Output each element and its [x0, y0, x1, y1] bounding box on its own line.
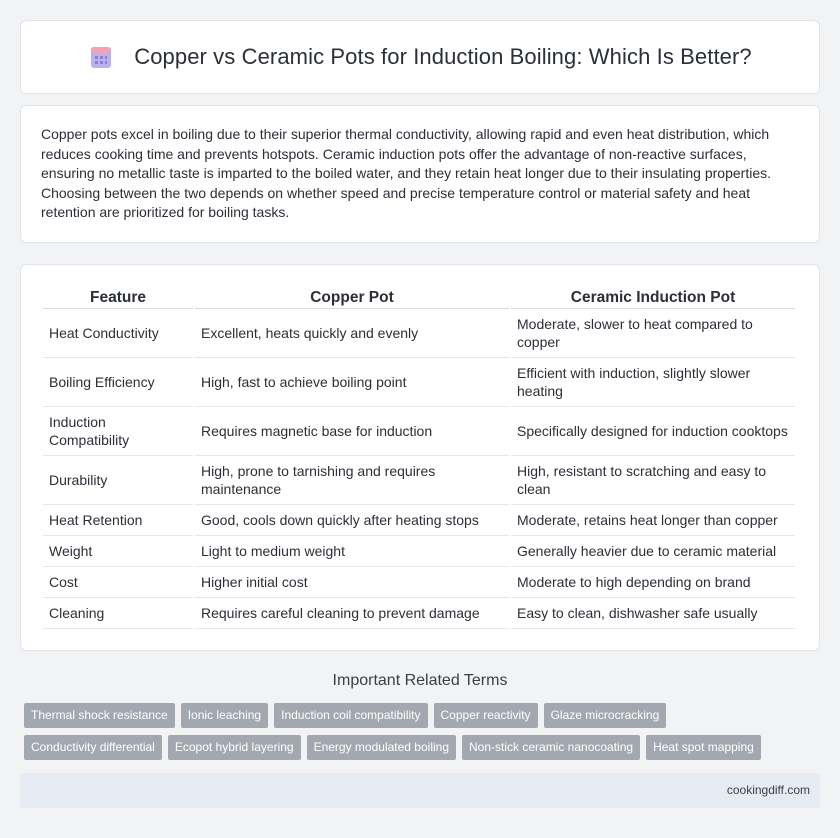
table-cell: Moderate to high depending on brand	[511, 567, 795, 598]
table-cell: Specifically designed for induction cooktops	[511, 407, 795, 456]
related-terms-section	[0, 672, 840, 690]
table-cell: High, resistant to scratching and easy to clean	[511, 456, 795, 505]
table-cell: Higher initial cost	[195, 567, 509, 598]
table-cell: Boiling Efficiency	[43, 358, 193, 407]
tag-list-row-2	[24, 735, 824, 767]
building-icon	[88, 44, 114, 70]
header-feature: Feature	[43, 285, 193, 309]
related-terms-title: Important Related Terms	[332, 672, 508, 689]
header-ceramic-pot: Ceramic Induction Pot	[511, 285, 795, 309]
table-cell: Easy to clean, dishwasher safe usually	[511, 598, 795, 629]
table-cell: High, fast to achieve boiling point	[195, 358, 509, 407]
table-cell: Cost	[43, 567, 193, 598]
tag[interactable]: Thermal shock resistance	[24, 703, 175, 728]
tag[interactable]: Induction coil compatibility	[274, 703, 427, 728]
tag[interactable]: Conductivity differential	[24, 735, 162, 760]
table-cell: Moderate, slower to heat compared to copper	[511, 309, 795, 358]
table-cell: Induction Compatibility	[43, 407, 193, 456]
page-title: Copper vs Ceramic Pots for Induction Boiling: Which Is Better?	[134, 44, 752, 69]
tag[interactable]: Energy modulated boiling	[307, 735, 456, 760]
title-card	[20, 20, 820, 94]
table-cell: Cleaning	[43, 598, 193, 629]
tag[interactable]: Ionic leaching	[181, 703, 268, 728]
table-cell: Efficient with induction, slightly slower heating	[511, 358, 795, 407]
table-cell: High, prone to tarnishing and requires maintenance	[195, 456, 509, 505]
table-cell: Requires magnetic base for induction	[195, 407, 509, 456]
table-cell: Moderate, retains heat longer than copper	[511, 505, 795, 536]
table-cell: Generally heavier due to ceramic material	[511, 536, 795, 567]
table-row	[43, 309, 795, 358]
header-copper-pot: Copper Pot	[195, 285, 509, 309]
table-row	[43, 505, 795, 536]
tag[interactable]: Heat spot mapping	[646, 735, 761, 760]
footer-site-link[interactable]: cookingdiff.com	[726, 783, 810, 797]
table-cell: Excellent, heats quickly and evenly	[195, 309, 509, 358]
table-cell: Heat Conductivity	[43, 309, 193, 358]
tag[interactable]: Copper reactivity	[434, 703, 538, 728]
table-row	[43, 407, 795, 456]
footer	[20, 773, 820, 808]
table-cell: Light to medium weight	[195, 536, 509, 567]
table-cell: Requires careful cleaning to prevent damage	[195, 598, 509, 629]
intro-card	[20, 105, 820, 243]
comparison-table-card	[20, 264, 820, 651]
tag[interactable]: Non-stick ceramic nanocoating	[462, 735, 640, 760]
table-header-row	[43, 285, 795, 309]
table-cell: Good, cools down quickly after heating stops	[195, 505, 509, 536]
table-row	[43, 358, 795, 407]
tag[interactable]: Ecopot hybrid layering	[168, 735, 301, 760]
intro-paragraph: Copper pots excel in boiling due to their superior thermal conductivity, allowing rapid and even heat distribution, which reduces cooking time and prevents hotspots. Ceramic induction pots offer the advantage of non-reactive surfaces, ensuring no metallic taste is imparted to the boiled water, and they retain heat longer due to their insulating properties. Choosing between the two depends on whether speed and precise temperature control or material safety and heat retention are prioritized for boiling tasks.	[41, 126, 771, 221]
table-row	[43, 456, 795, 505]
table-cell: Heat Retention	[43, 505, 193, 536]
table-cell: Weight	[43, 536, 193, 567]
tag-list-row-1	[24, 703, 824, 735]
tag[interactable]: Glaze microcracking	[544, 703, 667, 728]
table-row	[43, 567, 795, 598]
table-row	[43, 598, 795, 629]
table-cell: Durability	[43, 456, 193, 505]
table-row	[43, 536, 795, 567]
comparison-table	[41, 285, 797, 629]
